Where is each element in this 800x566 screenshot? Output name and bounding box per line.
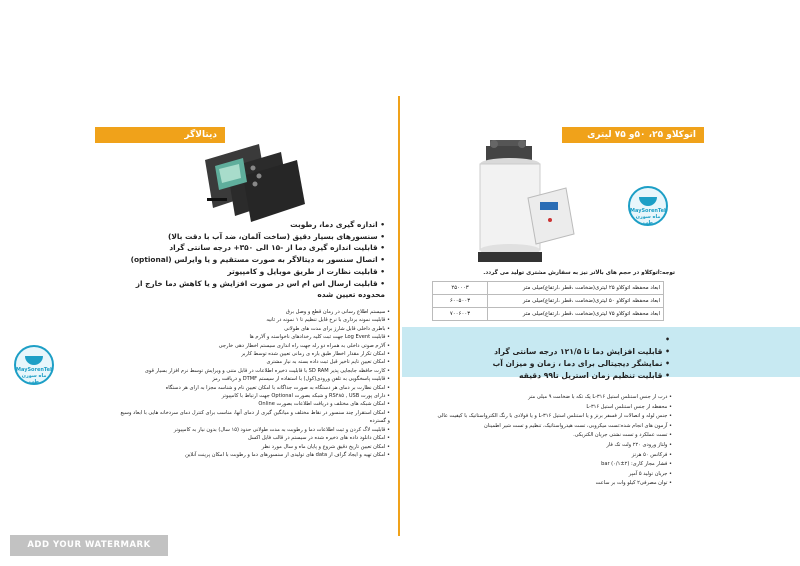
list-item: • توان مصرفی۲ کیلو وات بر ساعت [430, 479, 672, 489]
watermark-label: ADD YOUR WATERMARK [10, 535, 168, 556]
list-item: • امکان استقرار چند سنسور در نقاط مختلف و میانگین گیری از دمای آنها، مناسب برای کنترل دمای سردخانه هایی با ابعاد وسیع و گسترده [120, 409, 390, 426]
datalogger-header: دیتالاگر [95, 127, 225, 143]
list-item: • امکان نظارت بر دمای هر دستگاه به صورت جداگانه با امکان تعیین نام و شناسه مجزا به ازای هر دستگاه [120, 384, 390, 392]
list-item: • قابلیت Log Event جهت ثبت کلیه رخدادهای ناخواسته و آلارم ها [120, 333, 390, 341]
list-item: • امکان تکرار مقدار اخطار طبق بازه ی زمانی تعیین شده توسط کاربر [120, 350, 390, 358]
list-item: • قابلیت تنظیم زمان استریل تا۹۹ دقیقه [410, 370, 670, 382]
datalogger-device-image [197, 138, 307, 222]
list-item: • اندازه گیری دما، رطوبت [115, 219, 385, 231]
water-drop-icon [25, 356, 43, 365]
autoclave-dimensions-table [432, 281, 664, 321]
autoclave-specs [430, 393, 672, 489]
datalogger-main-features [115, 219, 385, 301]
list-item: • آزمون های انجام شده:تست میکروبی، تست هیدرواستاتیک، تنظیم و تست شیر اطمینان [430, 422, 672, 432]
table-row [433, 295, 664, 308]
list-item: • فرکانس ۵۰ هرتز [430, 451, 672, 461]
list-item: • سیستم اطلاع رسانی در زمان قطع و وصل برق [120, 308, 390, 316]
center-divider [398, 96, 400, 536]
list-item: • امکان تعیین تاریخ دقیق شروع و پایان ماه و سال مورد نظر [120, 443, 390, 451]
list-item: • قابلیت نظارت از طریق موبایل و کامپیوتر [115, 266, 385, 278]
list-item: • اتصال سنسور به دیتالاگر به صورت مستقیم و یا وایرلس (optional) [115, 254, 385, 266]
list-item: • قابلیت لاگ کردن و ثبت اطلاعات دما و رطوبت به مدت طولانی حدود (۱۵ سال) بدون نیاز به کامپیوتر [120, 426, 390, 434]
list-item: • فشار مجاز کاری: bar (۰/۱±۲) [430, 460, 672, 470]
list-item: • کارت حافظه جابجایی پذیر SD RAM با قابلیت ذخیره اطلاعات در قابل متنی و ویرایش توسط نرم افزار بسیار قوی [120, 367, 390, 375]
logo-text: MaySorenTeb [630, 208, 668, 214]
list-item: • امکان تهیه و ایجاد گراف از data های تولیدی از سنسورهای دما و رطوبت با امکان پرینت آنلاین [120, 451, 390, 459]
list-item: • امکان تعیین تایم تاخیر قبل ثبت داده بسته به نیاز مشتری [120, 358, 390, 366]
list-item: • سنسورهای بسیار دقیق (ساخت آلمان، ضد آب با دقت بالا) [115, 231, 385, 243]
list-item: • باطری داخلی قابل شارژ برای مدت های طولانی [120, 325, 390, 333]
list-item: • قابلیت اندازه گیری دما از -۱۵ الی ۳۵۰+ درجه سانتی گراد [115, 242, 385, 254]
list-item: • آلارم صوتی داخلی به همراه دو رله جهت راه اندازی سیستم اخطار دهی خارجی [120, 342, 390, 350]
autoclave-features [410, 334, 670, 382]
datalogger-detail-features [120, 308, 390, 459]
autoclave-note: توجه:اتوکلاو در حجم های بالاتر نیز به سفارش مشتری تولید می گردد. [483, 270, 675, 276]
logo-subtext: ماه سورن طب [21, 373, 47, 385]
list-item: • امکان شبکه های مختلف و دریافت اطلاعات بصورت Online [120, 400, 390, 408]
table-cell-desc: ابعاد محفظه اتوکلاو ۷۵ لیتری(ضخامت ،قطر ،ارتفاع)میلی متر [488, 308, 664, 321]
list-item: • جنس لوله و اتصالات از فسفر برنز و یا استنلس استیل L-۳۱۶ و یا فولادی با رنگ الکترواستاتیک با کیفیت عالی [430, 412, 672, 422]
list-item: • جریان تولید ۵ آمپر [430, 470, 672, 480]
table-cell-desc: ابعاد محفظه اتوکلاو ۵۰ لیتری(ضخامت ،قطر ،ارتفاع)میلی متر [488, 295, 664, 308]
table-cell-code: ۷۰۰۶۰۰۳ [433, 308, 488, 321]
company-logo-left [14, 345, 54, 385]
list-item: • ولتاژ ورودی ۲۲۰ ولت تک فاز [430, 441, 672, 451]
autoclave-features-band [402, 327, 800, 380]
logo-subtext: ماه سورن طب [635, 214, 661, 226]
list-item: • • قابلیت افزایش دما تا ۱۲۱/۵ درجه سانتی گراد [410, 346, 670, 358]
list-item: • تست عملکرد و تست نشتی جریان الکتریکی. [430, 431, 672, 441]
list-item: • دارای پورت RS۴۸۵ , USB و شبکه بصورت Optional جهت ارتباط با کامپیوتر [120, 392, 390, 400]
list-item: • قابلیت نمونه برداری با نرخ قابل تنظیم تا ۱ نمونه در ثانیه [120, 316, 390, 324]
list-item: • امکان دانلود داده های ذخیره شده در سیستم در قالب فایل اکسل [120, 434, 390, 442]
table-cell-code: ۲۵۰۰۰۳ [433, 282, 488, 295]
list-item: • قابلیت پاسخگویی به تلفن ورودی(کول) با استفاده از سیستم DTMF و دریافت رمز [120, 375, 390, 383]
list-item: • قابلیت ارسال اس ام اس در صورت افزایش و یا کاهش دما خارج از محدوده تعیین شده [115, 278, 385, 301]
autoclave-header: اتوکلاو ۲۵، ۵۰و ۷۵ لیتری دیجیتال [562, 127, 704, 143]
autoclave-device-image [470, 140, 580, 270]
water-drop-icon [639, 197, 657, 206]
list-item: • درب از جنس استنلس استیل L-۳۱۶ یک تکه با ضخامت ۹ میلی متر [430, 393, 672, 403]
table-row [433, 282, 664, 295]
table-row [433, 308, 664, 321]
logo-text: MaySorenTeb [16, 367, 54, 373]
list-item: • محفظه از جنس استنلس استیل L-۳۱۶ [430, 403, 672, 413]
company-logo-right [628, 186, 668, 226]
table-cell-code: ۶۰۰۵۰۰۳ [433, 295, 488, 308]
table-cell-desc: ابعاد محفظه اتوکلاو ۲۵ لیتری(ضخامت ،قطر ،ارتفاع)میلی متر [488, 282, 664, 295]
list-item: • نمایشگر دیجیتالی برای دما ، زمان و میزان آب [410, 358, 670, 370]
